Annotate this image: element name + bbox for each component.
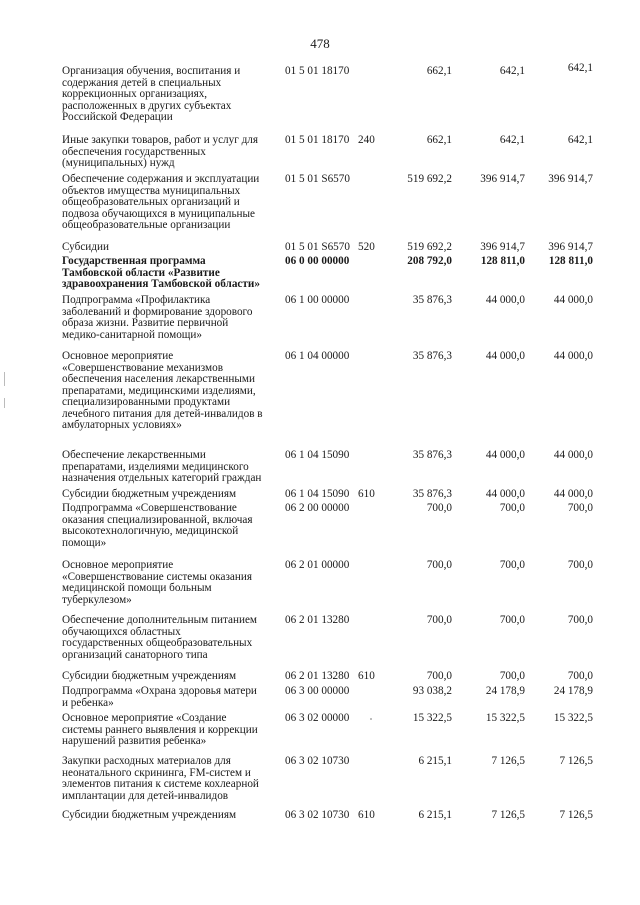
- row-vr: 610: [358, 809, 375, 821]
- row-code: 01 5 01 18170: [285, 65, 350, 77]
- row-name: Подпрограмма «Профилактика заболеваний и формирование здорового образа жизни. Развитие первичной медико-санитарной помощи»: [62, 294, 253, 341]
- row-name: Закупки расходных материалов для неонатального скрининга, FM-систем и элементов питания к системе кохлеарной имплантации для детей-инвалидов: [62, 755, 259, 802]
- row-value-1: 35 876,3: [412, 294, 452, 306]
- row-value-1: 6 215,1: [418, 755, 452, 767]
- row-value-3: 44 000,0: [553, 488, 593, 500]
- row-value-3: 642,1: [567, 134, 593, 146]
- row-code: 06 2 01 00000: [285, 559, 350, 571]
- row-value-3: 700,0: [567, 502, 593, 514]
- row-value-3: 396 914,7: [548, 173, 593, 185]
- row-value-1: 35 876,3: [412, 488, 452, 500]
- row-value-2: 642,1: [499, 134, 525, 146]
- row-name: Субсидии: [62, 241, 109, 253]
- row-value-1: 35 876,3: [412, 350, 452, 362]
- row-code: 06 2 01 13280: [285, 670, 350, 682]
- row-code: 06 3 00 00000: [285, 685, 350, 697]
- row-code: 06 1 04 15090: [285, 449, 350, 461]
- row-value-1: 700,0: [426, 502, 452, 514]
- row-name: Основное мероприятие «Совершенствование системы оказания медицинской помощи больным туберкулезом»: [62, 559, 252, 606]
- row-code: 06 2 00 00000: [285, 502, 350, 514]
- row-vr: 610: [358, 670, 375, 682]
- row-code: 06 3 02 10730: [285, 755, 350, 767]
- row-name: Субсидии бюджетным учреждениям: [62, 488, 237, 500]
- row-value-3: 44 000,0: [553, 350, 593, 362]
- row-value-3: 44 000,0: [553, 449, 593, 461]
- row-name: Подпрограмма «Охрана здоровья матери и ребенка»: [62, 685, 257, 709]
- page-number: 478: [310, 36, 330, 51]
- row-value-2: 44 000,0: [485, 449, 525, 461]
- row-value-3: 700,0: [567, 559, 593, 571]
- row-value-1: 208 792,0: [407, 255, 452, 267]
- row-name: Основное мероприятие «Совершенствование механизмов обеспечения населения лекарственными препаратами, медицинскими изделиями, специализированными продуктами лечебного питания для детей-инвалидов в амбулаторных условиях»: [62, 350, 263, 431]
- row-code: 01 5 01 S6570: [285, 241, 350, 253]
- row-value-1: 519 692,2: [407, 241, 452, 253]
- row-value-3: 642,1: [567, 62, 593, 74]
- row-code: 06 2 01 13280: [285, 614, 350, 626]
- row-value-2: 7 126,5: [491, 755, 525, 767]
- row-value-1: 35 876,3: [412, 449, 452, 461]
- row-value-2: 15 322,5: [485, 712, 525, 724]
- row-value-3: 128 811,0: [548, 255, 593, 267]
- row-value-2: 7 126,5: [491, 809, 525, 821]
- row-value-1: 6 215,1: [418, 809, 452, 821]
- row-code: 06 1 04 00000: [285, 350, 350, 362]
- row-code: 06 1 00 00000: [285, 294, 350, 306]
- row-value-2: 700,0: [499, 670, 525, 682]
- scan-margin-mark: [4, 398, 5, 408]
- scan-margin-mark: [4, 372, 5, 386]
- row-value-2: 128 811,0: [480, 255, 525, 267]
- row-value-2: 24 178,9: [485, 685, 525, 697]
- row-value-2: 700,0: [499, 559, 525, 571]
- row-value-1: 700,0: [426, 614, 452, 626]
- row-value-1: 662,1: [426, 134, 452, 146]
- row-name: Организация обучения, воспитания и содержания детей в специальных коррекционных организациях, расположенных в других субъектах Российской Федерации: [62, 65, 241, 123]
- row-value-3: 700,0: [567, 670, 593, 682]
- row-value-2: 44 000,0: [485, 350, 525, 362]
- row-code: 01 5 01 18170: [285, 134, 350, 146]
- row-value-3: 24 178,9: [553, 685, 593, 697]
- row-name: Субсидии бюджетным учреждениям: [62, 809, 237, 821]
- row-code: 06 3 02 10730: [285, 809, 350, 821]
- row-value-3: 700,0: [567, 614, 593, 626]
- row-value-3: 15 322,5: [553, 712, 593, 724]
- row-value-2: 700,0: [499, 614, 525, 626]
- row-value-3: 396 914,7: [548, 241, 593, 253]
- row-name: Основное мероприятие «Создание системы раннего выявления и коррекции нарушений развития ребенка»: [62, 712, 258, 747]
- row-value-2: 396 914,7: [480, 173, 525, 185]
- row-value-1: 15 322,5: [412, 712, 452, 724]
- row-name: Обеспечение дополнительным питанием обучающихся областных государственных общеобразовательных организаций санаторного типа: [62, 614, 258, 661]
- row-value-2: 44 000,0: [485, 294, 525, 306]
- row-name: Подпрограмма «Совершенствование оказания специализированной, включая высокотехнологичную, медицинской помощи»: [62, 502, 253, 549]
- row-value-1: 700,0: [426, 559, 452, 571]
- row-name: Обеспечение лекарственными препаратами, изделиями медицинского назначения отдельных категорий граждан: [62, 449, 262, 484]
- row-value-2: 44 000,0: [485, 488, 525, 500]
- row-value-2: 642,1: [499, 65, 525, 77]
- row-value-1: 519 692,2: [407, 173, 452, 185]
- row-value-2: 396 914,7: [480, 241, 525, 253]
- row-value-3: 7 126,5: [559, 755, 593, 767]
- row-name: Субсидии бюджетным учреждениям: [62, 670, 237, 682]
- row-vr: 610: [358, 488, 375, 500]
- row-code: 06 0 00 00000: [285, 255, 350, 267]
- row-value-3: 7 126,5: [559, 809, 593, 821]
- row-code: 01 5 01 S6570: [285, 173, 350, 185]
- row-value-1: 662,1: [426, 65, 452, 77]
- row-value-1: 93 038,2: [412, 685, 452, 697]
- row-value-3: 44 000,0: [553, 294, 593, 306]
- row-value-1: 700,0: [426, 670, 452, 682]
- row-value-2: 700,0: [499, 502, 525, 514]
- row-name: Обеспечение содержания и эксплуатации объектов имущества муниципальных общеобразовательных организаций и подвоза обучающихся в муниципальные общеобразовательные организации: [62, 173, 260, 231]
- row-vr: 520: [358, 241, 375, 253]
- scan-speck: [370, 718, 372, 720]
- row-vr: 240: [358, 134, 375, 146]
- row-code: 06 3 02 00000: [285, 712, 350, 724]
- row-code: 06 1 04 15090: [285, 488, 350, 500]
- row-name: Государственная программа Тамбовской области «Развитие здравоохранения Тамбовской области»: [62, 255, 260, 290]
- row-name: Иные закупки товаров, работ и услуг для обеспечения государственных (муниципальных) нужд: [62, 134, 259, 169]
